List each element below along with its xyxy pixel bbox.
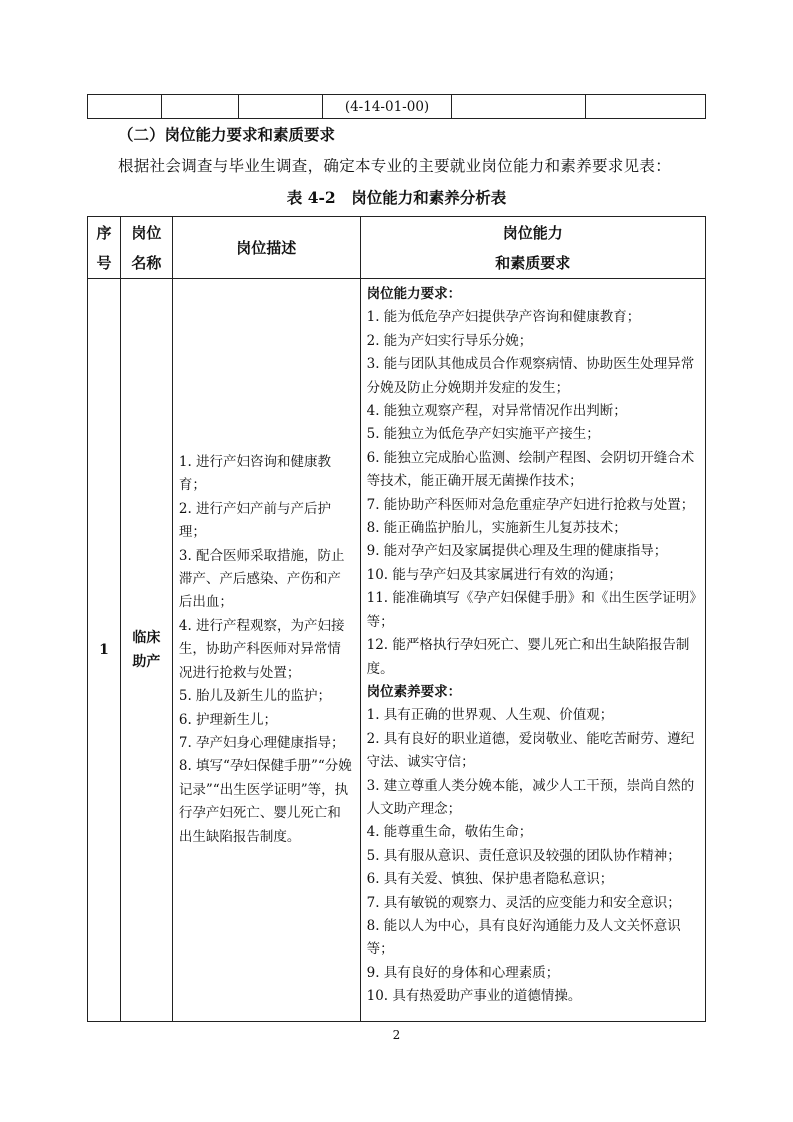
quality-item: 7. 具有敏锐的观察力、灵活的应变能力和安全意识； <box>366 894 681 911</box>
position-name-text: 临床 <box>132 630 161 646</box>
ability-item: 6. 能独立完成胎心监测、绘制产程图、会阴切开缝合术等技术，能正确开展无菌操作技术； <box>366 449 695 490</box>
table-row <box>88 95 706 119</box>
quality-item: 1. 具有正确的世界观、人生观、价值观； <box>366 707 614 724</box>
table-cell <box>586 95 706 119</box>
ability-item: 1. 能为低危孕产妇提供孕产咨询和健康教育； <box>366 309 641 326</box>
quality-item: 3. 建立尊重人类分娩本能，减少人工干预，崇尚自然的人文助产理念； <box>366 777 695 817</box>
table-row <box>88 279 706 1022</box>
header-req <box>360 217 705 279</box>
ability-requirements-title: 岗位能力要求： <box>366 286 462 302</box>
header-text: 号 <box>96 253 112 272</box>
table-cell <box>452 95 586 119</box>
ability-item: 4. 能独立观察产程，对异常情况作出判断； <box>366 403 627 420</box>
intro-paragraph: 根据社会调查与毕业生调查，确定本专业的主要就业岗位能力和素养要求见表： <box>118 157 672 175</box>
table-cell-code: (4-14-01-00) <box>322 95 452 119</box>
header-text: 和素质要求 <box>495 253 571 272</box>
ability-item: 8. 能正确监护胎儿，实施新生儿复苏技术； <box>366 520 627 537</box>
position-name <box>120 279 172 1022</box>
quality-item: 6. 具有关爱、慎独、保护患者隐私意识； <box>366 871 614 888</box>
header-desc: 岗位描述 <box>172 217 360 279</box>
ability-item: 3. 能与团队其他成员合作观察病情、协助医生处理异常分娩及防止分娩期并发症的发生； <box>366 356 695 396</box>
table-cell <box>161 95 238 119</box>
description-item: 1. 进行产妇咨询和健康教育； <box>178 454 332 494</box>
description-item: 8. 填写“孕妇保健手册”“分娩记录”“出生医学证明”等，执行孕产妇死亡、婴儿死亡和出生缺陷报告制度。 <box>178 758 352 845</box>
quality-requirements-title: 岗位素养要求： <box>366 683 462 700</box>
table-caption: 表 4-2 岗位能力和素养分析表 <box>286 188 507 207</box>
page-number: 2 <box>392 1028 401 1042</box>
description-item: 3. 配合医师采取措施，防止滞产、产后感染、产伤和产后出血； <box>178 547 345 611</box>
row-number: 1 <box>88 279 121 1022</box>
ability-item: 9. 能对孕产妇及家属提供心理及生理的健康指导； <box>366 543 668 560</box>
ability-item: 12. 能严格执行孕妇死亡、婴儿死亡和出生缺陷报告制度。 <box>366 637 690 677</box>
quality-item: 9. 具有良好的身体和心理素质； <box>366 964 560 981</box>
header-text: 序 <box>96 223 112 242</box>
position-requirements <box>360 279 705 1022</box>
header-text: 岗位能力 <box>502 223 563 242</box>
table-header-row <box>88 217 706 279</box>
ability-item: 5. 能独立为低危孕产妇实施平产接生； <box>366 426 600 443</box>
description-item: 2. 进行产妇产前与产后护理； <box>178 500 332 541</box>
header-text: 名称 <box>131 253 162 272</box>
header-text: 岗位 <box>131 223 162 242</box>
ability-item: 2. 能为产妇实行导乐分娩； <box>366 332 533 349</box>
table-cell <box>238 95 322 119</box>
quality-item: 10. 具有热爱助产事业的道德情操。 <box>366 988 582 1005</box>
table-cell <box>88 95 162 119</box>
previous-table-tail <box>87 94 706 119</box>
section-heading: （二）岗位能力要求和素质要求 <box>118 125 336 144</box>
description-item: 4. 进行产程观察，为产妇接生，协助产科医师对异常情况进行抢救与处置； <box>178 617 345 681</box>
quality-item: 8. 能以人为中心，具有良好沟通能力及人文关怀意识等； <box>366 917 681 958</box>
header-no <box>88 217 121 279</box>
quality-item: 5. 具有服从意识、责任意识及较强的团队协作精神； <box>366 847 681 864</box>
description-item: 5. 胎儿及新生儿的监护； <box>178 688 332 705</box>
ability-item: 10. 能与孕产妇及其家属进行有效的沟通； <box>366 566 622 583</box>
position-description <box>172 279 360 1022</box>
description-item: 7. 孕产妇身心理健康指导； <box>178 734 345 751</box>
quality-item: 2. 具有良好的职业道德，爱岗敬业、能吃苦耐劳、遵纪守法、诚实守信； <box>366 730 695 771</box>
header-name <box>120 217 172 279</box>
ability-item: 7. 能协助产科医师对急危重症孕产妇进行抢救与处置； <box>366 496 695 513</box>
ability-item: 11. 能准确填写《孕产妇保健手册》和《出生医学证明》等； <box>366 590 697 630</box>
quality-item: 4. 能尊重生命，敬佑生命； <box>366 824 533 841</box>
ability-analysis-table <box>87 216 706 1022</box>
position-name-text: 助产 <box>132 654 161 670</box>
description-item: 6. 护理新生儿； <box>178 711 278 728</box>
